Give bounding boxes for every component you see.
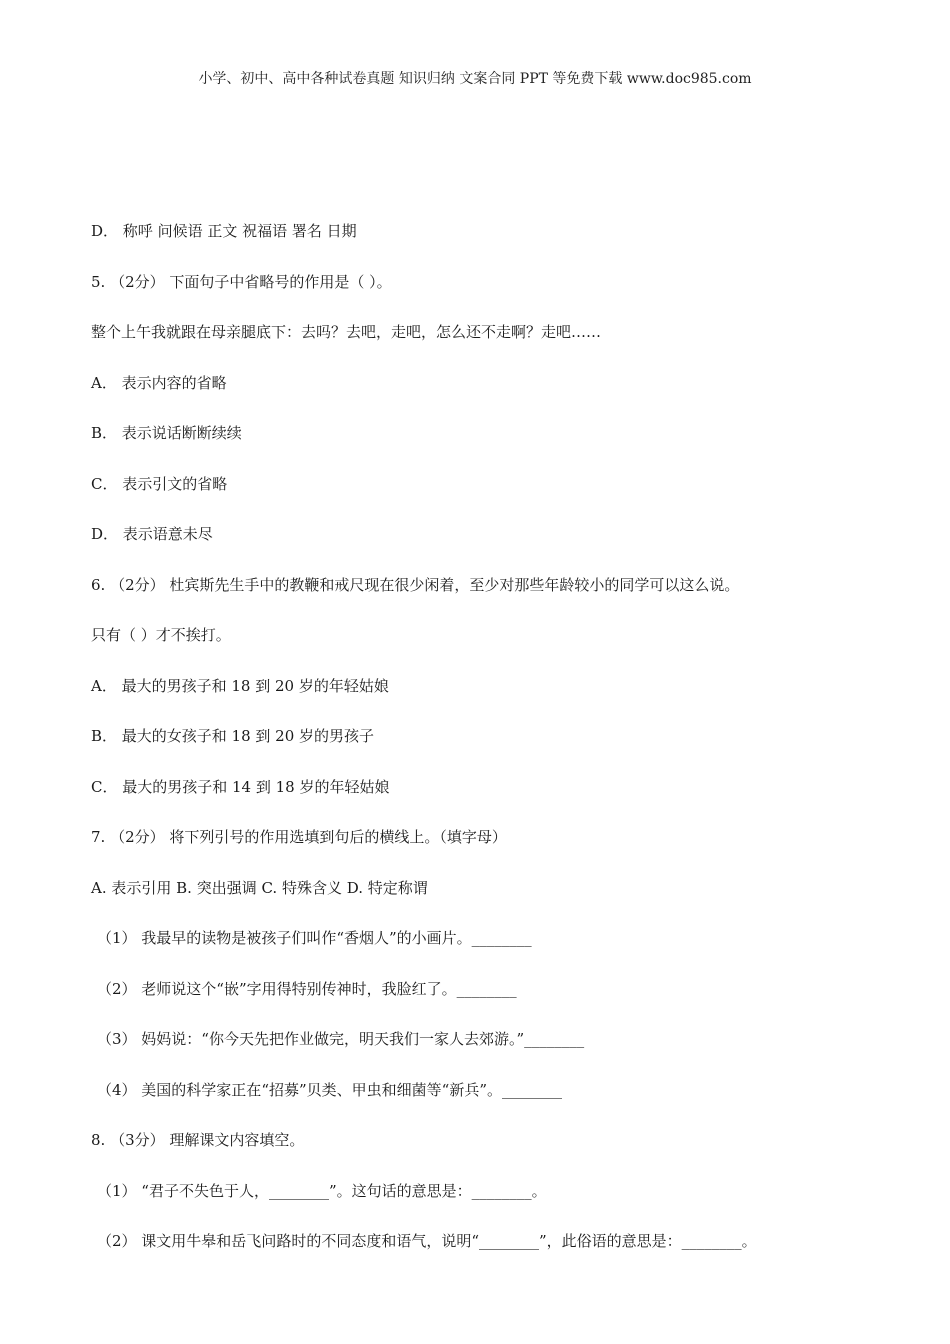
question-6-option-c: C． 最大的男孩子和 14 到 18 岁的年轻姑娘: [91, 777, 390, 796]
page-header: 小学、初中、高中各种试卷真题 知识归纳 文案合同 PPT 等免费下载 www.doc985.com: [198, 71, 752, 87]
question-6-option-b: B． 最大的女孩子和 18 到 20 岁的男孩子: [91, 727, 375, 745]
question-7-item-4: （4） 美国的科学家正在“招募”贝类、甲虫和细菌等“新兵”。________: [97, 1080, 562, 1099]
question-7-item-3: （3） 妈妈说：“你今天先把作业做完，明天我们一家人去郊游。”________: [97, 1030, 585, 1048]
question-8-item-2: （2） 课文用牛皋和岳飞问路时的不同态度和语气，说明“________”，此俗语的意思是：________。: [97, 1232, 757, 1250]
question-7-choices: A. 表示引用 B. 突出强调 C. 特殊含义 D. 特定称谓: [91, 878, 428, 897]
question-5-sentence: 整个上午我就跟在母亲腿底下：去吗？去吧，走吧，怎么还不走啊？走吧……: [91, 323, 602, 341]
question-5-option-a: A． 表示内容的省略: [91, 373, 227, 392]
question-5-stem: 5. （2分） 下面句子中省略号的作用是（ ）。: [91, 272, 392, 291]
question-7-item-1: （1） 我最早的读物是被孩子们叫作“香烟人”的小画片。________: [97, 929, 532, 947]
question-5-option-c: C． 表示引文的省略: [91, 474, 228, 493]
question-6-stem: 6. （2分） 杜宾斯先生手中的教鞭和戒尺现在很少闲着，至少对那些年龄较小的同学可以这么说。: [91, 575, 740, 594]
question-6-stem-continued: 只有（ ）才不挨打。: [91, 626, 231, 644]
question-5-option-d: D． 表示语意未尽: [91, 525, 213, 543]
question-7-item-2: （2） 老师说这个“嵌”字用得特别传神时，我脸红了。________: [97, 979, 517, 998]
question-5-option-b: B． 表示说话断断续续: [91, 424, 242, 442]
option-d-letter-parts: D． 称呼 问候语 正文 祝福语 署名 日期: [91, 222, 357, 240]
document-body: [91, 218, 871, 1279]
question-8-stem: 8. （3分） 理解课文内容填空。: [91, 1131, 305, 1149]
question-7-stem: 7. （2分） 将下列引号的作用选填到句后的横线上。（填字母）: [91, 828, 507, 846]
question-8-item-1: （1） “君子不失色于人，________”。这句话的意思是：________。: [97, 1181, 547, 1200]
question-6-option-a: A． 最大的男孩子和 18 到 20 岁的年轻姑娘: [91, 676, 389, 695]
